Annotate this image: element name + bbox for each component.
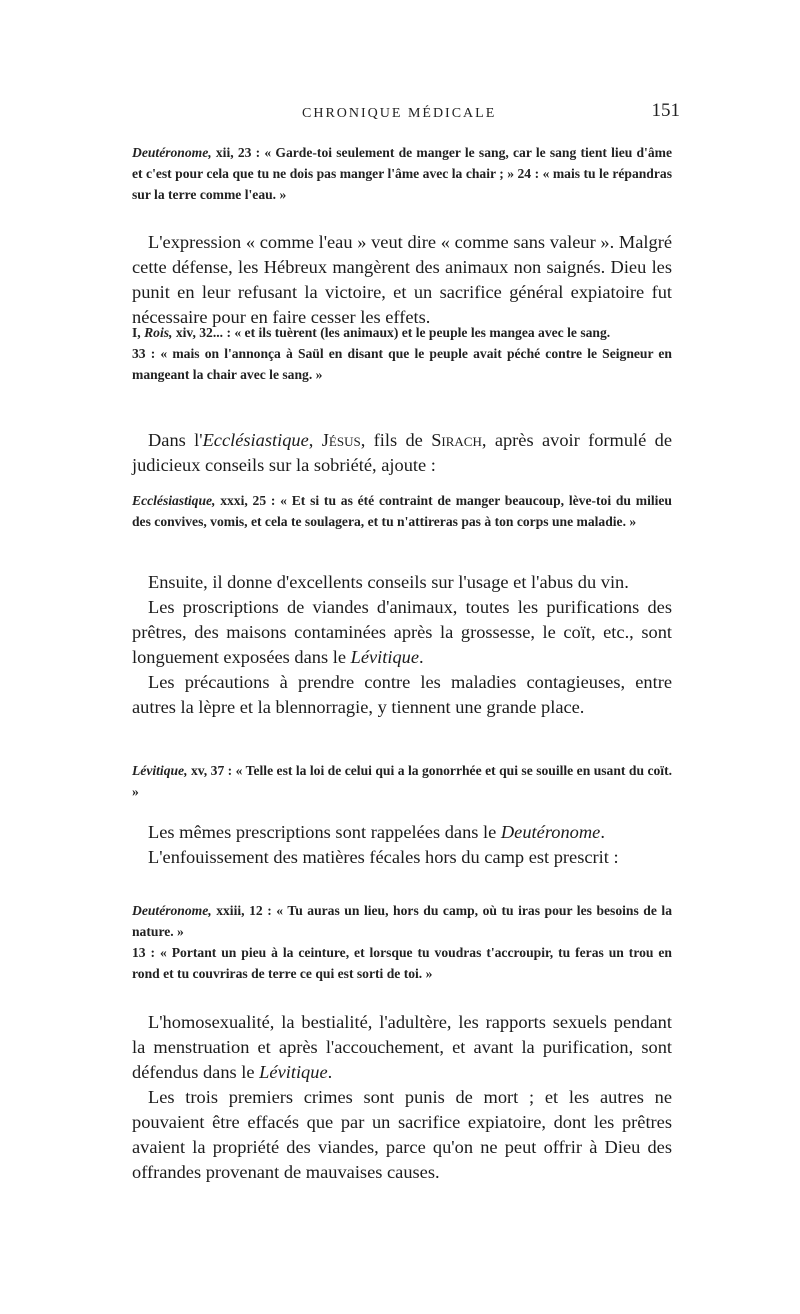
text-run: , xyxy=(308,430,322,450)
running-title: CHRONIQUE MÉDICALE xyxy=(302,106,497,121)
person-name: Jésus xyxy=(321,430,361,450)
book-title: Ecclésiastique xyxy=(202,430,309,450)
text-run: . xyxy=(419,647,424,667)
text-run: . xyxy=(600,822,605,842)
paragraph-text: Les trois premiers crimes sont punis de mort ; et les autres ne pouvaient être effacés que par un sacrifice expiatoire, dont les prêtres avaient la propriété des viandes, parce qu'on ne peut offrir à Dieu des offrandes provenant de mauvaises causes. xyxy=(132,1087,672,1182)
text-run: , après avoir formulé de judicieux conseils sur la sobriété, ajoute : xyxy=(132,430,672,475)
quote-deuteronome-23 xyxy=(132,900,672,984)
quote-reference: Deutéronome, xyxy=(132,903,212,918)
quote-text: xii, 23 : « Garde-toi seulement de manger le sang, car le sang tient lieu d'âme et c'est pour cela que tu ne dois pas manger l'âme avec la chair ; » 24 : « mais tu le répandras sur la terre comme l'eau. » xyxy=(132,145,672,202)
paragraph-ecclesiastique xyxy=(132,428,672,478)
quote-text: xv, 37 : « Telle est la loi de celui qui a la gonorrhée et qui se souille en usant du coït. » xyxy=(132,763,672,799)
page-number: 151 xyxy=(651,100,680,121)
page-header xyxy=(132,100,680,130)
paragraph-text: L'expression « comme l'eau » veut dire « comme sans valeur ». Malgré cette défense, les Hébreux mangèrent des animaux non saignés. Dieu les punit en leur refusant la victoire, et un sacrifice général expiatoire fut nécessaire pour en faire cesser les effets. xyxy=(132,232,672,327)
text-run: Les mêmes prescriptions sont rappelées dans le xyxy=(148,822,501,842)
quote-deuteronome-12 xyxy=(132,142,672,205)
book-title: Lévitique xyxy=(259,1062,328,1082)
quote-reference: Ecclésiastique, xyxy=(132,493,216,508)
paragraph-text: L'enfouissement des matières fécales hors du camp est prescrit : xyxy=(148,847,619,867)
paragraph-group-vin xyxy=(132,570,672,720)
text-run: L'homosexualité, la bestialité, l'adultère, les rapports sexuels pendant la menstruation et après l'accouchement, et avant la purification, sont défendus dans le xyxy=(132,1012,672,1082)
text-run: , fils de xyxy=(360,430,432,450)
quote-verse-13: 13 : « Portant un pieu à la ceinture, et lorsque tu voudras t'accroupir, tu feras un trou en rond et tu couvriras de terre ce qui est sorti de toi. » xyxy=(132,945,672,981)
paragraph-group-prescriptions xyxy=(132,820,672,870)
quote-levitique-15 xyxy=(132,760,672,802)
text-run: . xyxy=(327,1062,333,1082)
quote-text: xxiii, 12 : « Tu auras un lieu, hors du camp, où tu iras pour les besoins de la nature. » xyxy=(132,903,672,939)
person-name: Sirach xyxy=(431,430,482,450)
quote-reference: Lévitique, xyxy=(132,763,188,778)
paragraph-expression xyxy=(132,230,672,330)
book-title: Deutéronome xyxy=(500,822,601,842)
text-run: Les proscriptions de viandes d'animaux, toutes les purifications des prêtres, des maisons contaminées après la grossesse, le coït, etc., sont longuement exposées dans le xyxy=(132,597,672,667)
quote-text: xxxi, 25 : « Et si tu as été contraint de manger beaucoup, lève-toi du milieu des convives, vomis, et cela te soulagera, et tu n'attireras pas à ton corps une maladie. » xyxy=(132,493,672,529)
quote-reference: Deutéronome, xyxy=(132,145,212,160)
quote-verse-33: 33 : « mais on l'annonça à Saül en disant que le peuple avait péché contre le Seigneur en mangeant la chair avec le sang. » xyxy=(132,346,672,382)
quote-text: xiv, 32... : « et ils tuèrent (les animaux) et le peuple les mangea avec le sang. xyxy=(172,325,611,340)
text-run: Dans l' xyxy=(148,430,203,450)
quote-reference: Rois, xyxy=(144,325,173,340)
paragraph-text: Ensuite, il donne d'excellents conseils sur l'usage et l'abus du vin. xyxy=(148,572,629,592)
paragraph-group-crimes xyxy=(132,1010,672,1185)
quote-rois xyxy=(132,322,672,385)
quote-prefix: I, xyxy=(132,325,145,340)
quote-ecclesiastique xyxy=(132,490,672,532)
book-title: Lévitique xyxy=(350,647,420,667)
paragraph-text: Les précautions à prendre contre les maladies contagieuses, entre autres la lèpre et la blennorragie, y tiennent une grande place. xyxy=(132,672,672,717)
